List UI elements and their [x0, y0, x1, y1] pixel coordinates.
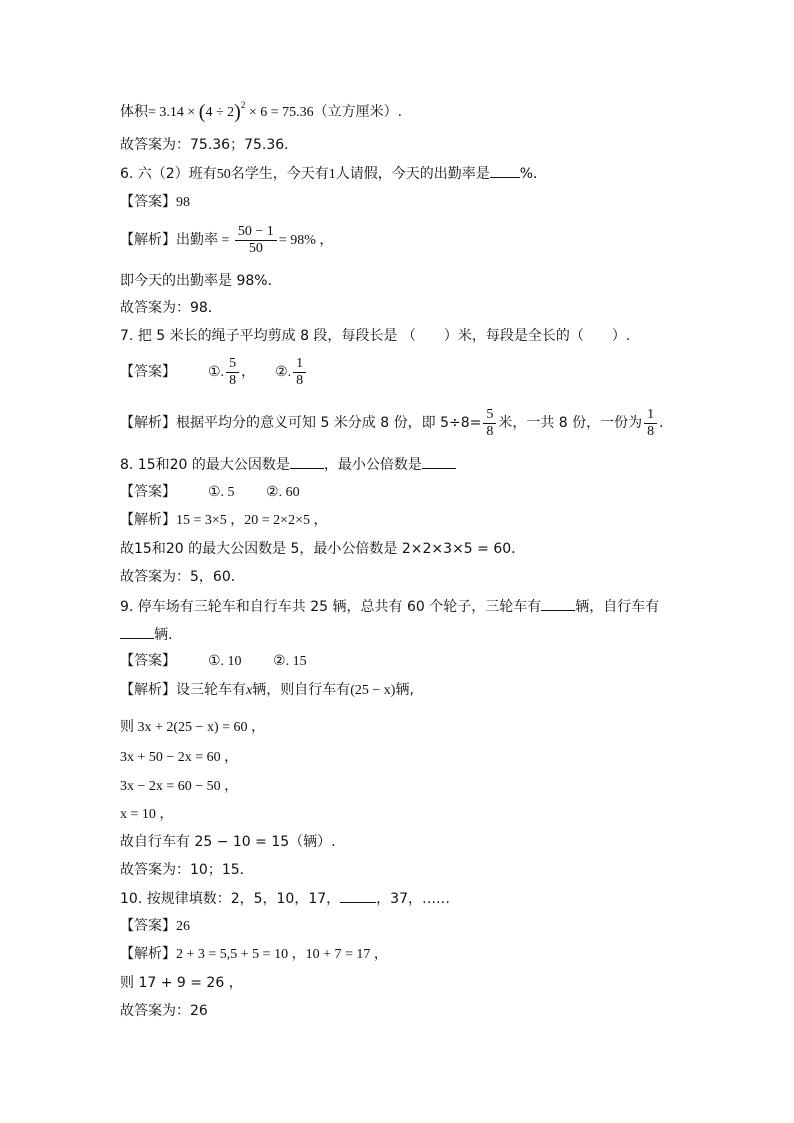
q10-question — [120, 888, 450, 909]
q6-answer-blank — [490, 163, 520, 178]
q6-question-num-students: 50 — [216, 167, 231, 182]
q9-variable: x — [246, 683, 253, 698]
q8-blank-lcm — [422, 454, 456, 469]
q6-answer-value: 98 — [176, 195, 190, 210]
q6-fraction-den: 50 — [248, 240, 263, 256]
q10-answer-line — [120, 916, 190, 937]
q8-blank-gcd — [290, 454, 324, 469]
q6-answer-line — [120, 192, 190, 213]
q8-final: 故答案为：5，60． — [120, 569, 245, 585]
q9-expression: (25 − x) — [350, 683, 396, 698]
q6-question-text-a: 6. 六（2）班有 — [120, 166, 217, 182]
q7-analysis-line: 【解析】根据平均分的意义可知 5 米分成 8 份，即 5÷8= $\frac{5}{8}$ 米，一共 8 份，一份为 $\frac{1}{8}$ . — [120, 406, 664, 439]
q6-fraction-num: 50 − 1 — [237, 223, 274, 239]
q8-conclusion: 故15和20 的最大公因数是 5，最小公倍数是 2×2×3×5 = 60． — [120, 541, 526, 557]
answer-tag: 【答案】 — [120, 364, 176, 380]
q8-analysis-line — [120, 510, 327, 531]
q7-analysis-fraction-2: $\frac{1}{8}$ — [644, 407, 657, 440]
q6-fraction — [235, 224, 277, 257]
q5-volume-unit: （立方厘米）. — [313, 104, 403, 120]
q10-step: 则 17 + 9 = 26 ， — [120, 975, 243, 991]
q9-step-2: 3x + 50 − 2x = 60 ， — [120, 750, 239, 765]
q10-analysis-line — [120, 944, 388, 965]
q9-answer-value: ①. 10 ②. 15 — [208, 654, 307, 669]
analysis-tag: 【解析】 — [120, 415, 176, 431]
q9-question — [120, 596, 659, 617]
q8-question — [120, 454, 456, 475]
q7-analysis-text-a: 根据平均分的意义可知 5 米分成 8 份，即 5÷8= — [176, 415, 482, 431]
q7-answer-line: 【答案】 ①. $\frac{5}{8}$ ， ②. $\frac{1}{8}$ — [120, 352, 308, 393]
q7-answer-fraction-2: $\frac{1}{8}$ — [293, 356, 306, 389]
q6-question-num-absent: 1 — [328, 167, 336, 182]
q9-step-1: 则 3x + 2(25 − x) = 60 ， — [120, 720, 266, 735]
analysis-tag: 【解析】 — [120, 682, 176, 698]
q7-question: 7. 把 5 米长的绳子平均剪成 8 段，每段长是 （ ）米，每段是全长的（ ）. — [120, 328, 631, 344]
answer-tag: 【答案】 — [120, 653, 176, 669]
q5-final: 故答案为：75.36；75.36． — [120, 137, 299, 153]
q9-question-text-b: 辆，自行车有 — [575, 599, 660, 615]
analysis-tag: 【解析】 — [120, 512, 176, 528]
q9-question-text-c: 辆. — [154, 627, 173, 643]
q9-final: 故答案为：10；15． — [120, 862, 254, 878]
q7-analysis-text-b: 米，一共 8 份，一份为 — [498, 415, 643, 431]
analysis-tag: 【解析】 — [120, 946, 176, 962]
q5-volume-line: 体积= $3.14 \times (4 \div 2)^2 \times 6 = 75.36$（立方厘米）. — [120, 100, 403, 123]
q6-question-text-b: 名学生，今天有 — [230, 166, 329, 182]
q5-volume-label: 体积 — [120, 104, 148, 120]
q10-question-text-b: ，37，…… — [376, 891, 450, 907]
q8-question-text-b: ，最小公倍数是 — [323, 457, 422, 473]
q8-question-text-a: 8. 15和20 的最大公因数是 — [120, 457, 290, 473]
q9-blank-bicycles — [120, 624, 154, 639]
q7-answer-fraction-1: $\frac{5}{8}$ — [226, 356, 239, 389]
q8-analysis-text: 15 = 3×5 ，20 = 2×2×5 ， — [176, 513, 328, 528]
q10-answer-value: 26 — [176, 919, 190, 934]
q6-question — [120, 163, 547, 185]
q10-final: 故答案为：26 — [120, 1003, 208, 1019]
q5-volume-exp: 2 — [240, 100, 246, 110]
q9-step-3: 3x − 2x = 60 − 50 ， — [120, 779, 239, 794]
q9-blank-tricycles — [541, 596, 575, 611]
q8-answer-value: ①. 5 ②. 60 — [208, 485, 300, 500]
q5-volume-expr-b: × 6 = 75.36 — [245, 105, 314, 120]
q6-question-text-c: 人请假，今天的出勤率是 — [335, 166, 490, 182]
q6-conclusion: 即今天的出勤率是 98%． — [120, 273, 282, 289]
q6-analysis-line: 【解析】出勤率 = $\frac{50 - 1}{50}$ = 98% ， — [120, 223, 334, 256]
answer-tag: 【答案】 — [120, 194, 176, 210]
q10-answer-blank — [340, 888, 376, 903]
q7-answer-mark-2: ②. — [275, 365, 292, 380]
q9-step-4: x = 10 ， — [120, 807, 174, 822]
q9-question-text-a: 9. 停车场有三轮车和自行车共 25 辆，总共有 60 个轮子，三轮车有 — [120, 599, 542, 615]
q5-volume-expr-a: = 3.14 × — [148, 105, 199, 120]
q6-final: 故答案为：98． — [120, 300, 222, 316]
q7-analysis-fraction-1: $\frac{5}{8}$ — [483, 407, 496, 440]
q7-answer-mark-1: ①. — [208, 365, 225, 380]
q10-analysis-text: 2 + 3 = 5,5 + 5 = 10 ，10 + 7 = 17 ， — [176, 947, 388, 962]
q5-volume-inner: 4 ÷ 2 — [205, 105, 235, 120]
answer-tag: 【答案】 — [120, 484, 176, 500]
q9-step-5: 故自行车有 25 − 10 = 15（辆）. — [120, 834, 336, 850]
q9-answer-line — [120, 651, 307, 672]
q10-question-text-a: 10. 按规律填数：2，5，10，17， — [120, 891, 341, 907]
q8-answer-line — [120, 482, 300, 503]
analysis-tag: 【解析】 — [120, 232, 176, 248]
q6-analysis-label: 出勤率 — [176, 232, 218, 248]
q6-analysis-result: = 98% ， — [278, 233, 334, 248]
q6-question-text-d: %． — [519, 166, 548, 182]
q9-question-cont — [120, 624, 172, 645]
q9-analysis-line: 【解析】设三轮车有x辆，则自行车有(25 − x)辆, — [120, 682, 414, 698]
answer-tag: 【答案】 — [120, 918, 176, 934]
